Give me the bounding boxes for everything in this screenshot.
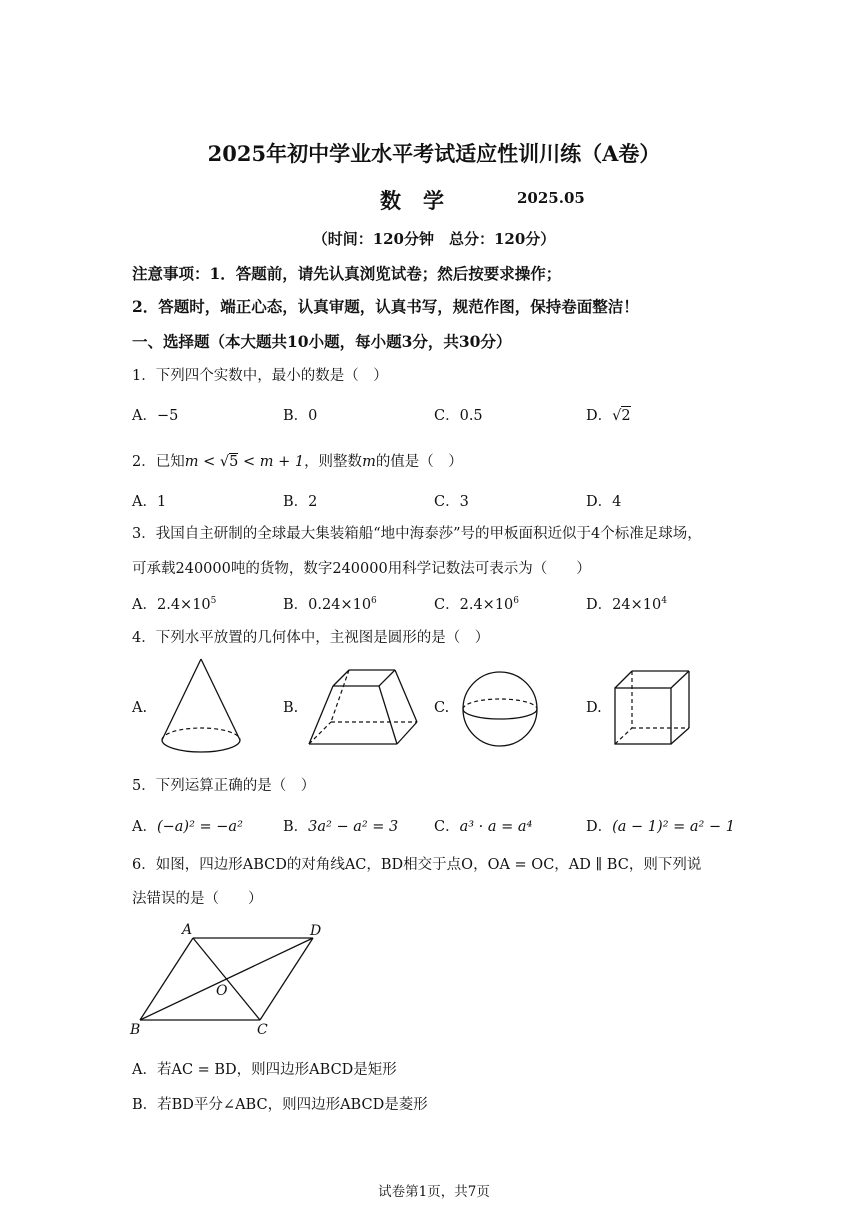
q6-line-1: 6．如图，四边形ABCD的对角线AC，BD相交于点O，OA = OC，AD ∥ BC，则下列说	[132, 857, 702, 873]
sqrt-sign: √	[612, 408, 622, 424]
q5-option-b	[283, 815, 398, 836]
q5-option-c	[434, 815, 532, 836]
q4-option-d-label: D.	[586, 700, 602, 716]
q3-b-base: 0.24×10	[308, 597, 372, 613]
exam-date: 2025.05	[517, 189, 585, 207]
q3-line-2: 可承载240000吨的货物，数字240000用科学记数法可表示为（ ）	[132, 561, 591, 577]
q3-a-label: A．	[132, 597, 157, 613]
q5-b-label: B．	[283, 819, 309, 835]
q2-lt: <	[198, 454, 220, 470]
label-c: C	[257, 1022, 268, 1038]
q2-stem-end: 的值是（ ）	[375, 454, 463, 470]
q3-d-exp: 4	[661, 596, 667, 606]
label-d: D	[310, 923, 322, 939]
cone-figure	[155, 655, 250, 755]
q2-option-b: B．2	[283, 494, 318, 510]
q5-option-d	[586, 815, 735, 836]
frustum-figure	[305, 664, 425, 749]
q3-b-label: B．	[283, 597, 309, 613]
q5-a-expr: (−a)² = −a²	[156, 819, 243, 835]
q5-option-a	[132, 815, 243, 836]
q1-stem: 1．下列四个实数中，最小的数是（ ）	[132, 368, 388, 384]
q1-option-d-label: D．	[586, 408, 613, 424]
q2-stem-prefix: 2．已知	[132, 454, 185, 470]
label-o: O	[216, 983, 228, 999]
q5-d-expr: (a − 1)² = a² − 1	[612, 819, 735, 835]
q4-option-c-label: C.	[434, 700, 450, 716]
q5-c-label: C．	[434, 819, 460, 835]
q1-option-b: B．0	[283, 408, 318, 424]
q2-stem	[132, 450, 463, 471]
q2-rhs: < m + 1	[238, 454, 305, 470]
q2-var-m: m	[184, 454, 199, 470]
q2-stem-suffix: ，则整数	[304, 454, 363, 470]
subject-label: 数学	[380, 188, 466, 213]
exam-title: 2025年初中学业水平考试适应性训川练（A卷）	[207, 141, 661, 166]
q2-option-c: C．3	[434, 494, 469, 510]
q3-d-base: 24×10	[612, 597, 662, 613]
parallelogram-figure	[128, 918, 338, 1043]
q1-option-c: C．0.5	[434, 408, 483, 424]
label-a: A	[182, 922, 193, 938]
sphere-figure	[460, 670, 542, 750]
notes-line-2: 2．答题时，端正心态，认真审题，认真书写，规范作图，保持卷面整洁！	[132, 297, 639, 316]
q2-option-d: D．4	[586, 494, 622, 510]
q3-option-b	[283, 593, 377, 614]
q3-d-label: D．	[586, 597, 613, 613]
q3-option-d	[586, 593, 667, 614]
q3-option-a	[132, 593, 216, 614]
q2-option-a: A．1	[132, 494, 167, 510]
q6-line-2: 法错误的是（ ）	[132, 891, 263, 907]
q4-option-a-label: A.	[132, 700, 148, 716]
q3-c-base: 2.4×10	[459, 597, 514, 613]
q4-stem: 4．下列水平放置的几何体中，主视图是圆形的是（ ）	[132, 630, 490, 646]
q3-c-label: C．	[434, 597, 460, 613]
q5-c-expr: a³ · a = a⁴	[459, 819, 533, 835]
q2-radicand: 5	[229, 454, 239, 470]
q5-b-expr: 3a² − a² = 3	[308, 819, 399, 835]
page-footer: 试卷第1页，共7页	[378, 1184, 490, 1200]
q1-option-d	[586, 404, 631, 425]
q5-a-label: A．	[132, 819, 157, 835]
q3-line-1: 3．我国自主研制的全球最大集装箱船“地中海泰莎”号的甲板面积近似于4个标准足球场，	[132, 526, 702, 542]
q5-stem: 5．下列运算正确的是（ ）	[132, 778, 316, 794]
q3-b-exp: 6	[371, 596, 377, 606]
q4-option-b-label: B.	[283, 700, 299, 716]
q3-a-base: 2.4×10	[156, 597, 211, 613]
q5-d-label: D．	[586, 819, 613, 835]
label-b: B	[130, 1022, 141, 1038]
q2-var-m2: m	[362, 454, 376, 470]
sqrt-sign: √	[219, 454, 230, 470]
section-heading: 一、选择题（本大题共10小题，每小题3分，共30分）	[132, 332, 512, 351]
q1-option-d-radicand: 2	[621, 408, 631, 424]
q3-c-exp: 6	[513, 596, 520, 606]
q1-option-a: A．−5	[132, 408, 179, 424]
cube-figure	[612, 668, 694, 750]
q6-option-b: B．若BD平分∠ABC，则四边形ABCD是菱形	[132, 1097, 428, 1113]
q3-option-c	[434, 593, 519, 614]
time-info: （时间：120分钟 总分：120分）	[312, 230, 556, 248]
notes-line-1: 注意事项：1．答题前，请先认真浏览试卷；然后按要求操作；	[132, 264, 562, 283]
q6-option-a: A．若AC = BD，则四边形ABCD是矩形	[132, 1062, 397, 1078]
q3-a-exp: 5	[210, 596, 217, 606]
